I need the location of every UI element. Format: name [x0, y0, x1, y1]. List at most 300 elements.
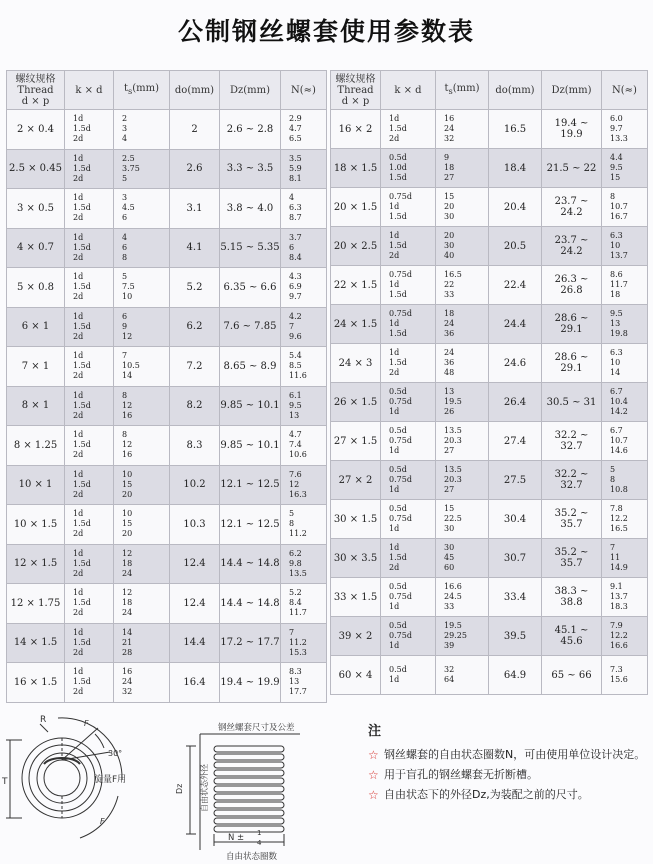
cell-line: 1d	[389, 231, 400, 240]
table-row	[331, 149, 648, 188]
cell-thread: 24 × 1.5	[331, 305, 381, 344]
cell-dz: 38.3 ~ 38.8	[542, 578, 602, 617]
cell-line: 24.5	[444, 592, 462, 601]
cell-n	[281, 307, 327, 347]
cell-kd	[65, 465, 114, 505]
cell-line: 7	[289, 321, 295, 331]
cell-line: 1.5d	[389, 241, 407, 250]
table-row	[7, 584, 327, 624]
cell-thread: 22 × 1.5	[331, 266, 381, 305]
cell-thread: 6 × 1	[7, 307, 65, 347]
cell-n	[602, 383, 648, 422]
cell-line: 3.7	[289, 232, 302, 242]
cell-line: 1.5d	[389, 358, 407, 367]
cell-line: 18	[444, 309, 455, 318]
cell-line: 20.3	[444, 436, 462, 445]
cell-kd	[65, 386, 114, 426]
cell-line: 7	[610, 543, 616, 552]
header-t-symbol: t	[444, 83, 449, 94]
cell-line: 9	[444, 153, 450, 162]
cell-line: 1d	[73, 588, 84, 598]
cell-kd	[65, 347, 114, 387]
cell-do: 33.4	[489, 578, 542, 617]
cell-n	[602, 422, 648, 461]
cell-line: 15.6	[610, 675, 628, 684]
label-f-top: F	[84, 719, 89, 728]
cell-kd	[381, 461, 436, 500]
label-n: N ±	[228, 833, 245, 843]
cell-t	[114, 307, 170, 347]
cell-kd	[65, 228, 114, 268]
label-n-frac-den: 4	[257, 839, 262, 847]
cell-thread: 4 × 0.7	[7, 228, 65, 268]
notes-heading: 注	[368, 724, 382, 739]
cell-line: 19.8	[610, 329, 628, 338]
table-row	[7, 228, 327, 268]
cell-line: 20	[122, 489, 133, 499]
cell-line: 1.5d	[73, 677, 91, 687]
cell-line: 10.8	[610, 485, 628, 494]
cell-line: 4.2	[289, 311, 302, 321]
cell-line: 0.5d	[389, 582, 407, 591]
cell-t	[436, 656, 489, 695]
header-t-unit: (mm)	[132, 83, 160, 94]
label-size-tolerance: 钢丝螺套尺寸及公差	[218, 723, 295, 733]
cell-line: 1d	[73, 272, 84, 282]
cell-n	[281, 149, 327, 189]
header-thread-line: 螺纹规格	[335, 73, 376, 85]
cell-dz: 23.7 ~ 24.2	[542, 227, 602, 266]
cell-line: 9.8	[289, 558, 302, 568]
cell-line: 2d	[73, 252, 84, 262]
header-n: N(≈)	[602, 71, 648, 110]
cell-line: 16	[122, 667, 133, 677]
table-row	[7, 623, 327, 663]
cell-n	[602, 344, 648, 383]
header-thread-line: Thread	[337, 84, 374, 96]
cell-line: 10.4	[610, 397, 628, 406]
cell-line: 8	[122, 252, 128, 262]
cell-line: 16.5	[610, 524, 628, 533]
header-t-unit: (mm)	[452, 83, 480, 94]
cell-n	[602, 188, 648, 227]
cell-do: 8.2	[170, 386, 220, 426]
cell-thread: 12 × 1.5	[7, 544, 65, 584]
cell-t	[114, 386, 170, 426]
header-dz: Dz(mm)	[220, 71, 281, 110]
table-row	[7, 505, 327, 545]
cell-line: 27	[444, 173, 455, 182]
cell-line: 4.7	[289, 430, 302, 440]
cell-line: 1.5d	[73, 124, 91, 134]
cell-do: 24.6	[489, 344, 542, 383]
cell-line: 60	[444, 563, 455, 572]
cell-thread: 33 × 1.5	[331, 578, 381, 617]
cell-kd	[65, 149, 114, 189]
cell-line: 1d	[73, 627, 84, 637]
cell-kd	[65, 584, 114, 624]
cell-line: 11.7	[289, 608, 307, 618]
cell-line: 2d	[73, 134, 84, 144]
cell-line: 1d	[389, 202, 400, 211]
label-n-frac-num: 1	[257, 829, 262, 837]
cell-thread: 39 × 2	[331, 617, 381, 656]
cell-dz: 3.3 ~ 3.5	[220, 149, 281, 189]
cell-line: 9.6	[289, 331, 302, 341]
cell-thread: 8 × 1	[7, 386, 65, 426]
cell-t	[114, 663, 170, 703]
cell-line: 2d	[73, 371, 84, 381]
cell-line: 8.4	[289, 252, 302, 262]
cell-line: 15	[122, 479, 133, 489]
cell-dz: 65 ~ 66	[542, 656, 602, 695]
cell-thread: 24 × 3	[331, 344, 381, 383]
cell-line: 4.4	[610, 153, 623, 162]
header-n: N(≈)	[281, 71, 327, 110]
cell-do: 10.2	[170, 465, 220, 505]
cell-line: 8	[289, 519, 295, 529]
page-title: 公制钢丝螺套使用参数表	[177, 17, 475, 46]
header-t	[114, 71, 170, 110]
cell-line: 1.5d	[73, 203, 91, 213]
cell-line: 24	[122, 568, 133, 578]
cell-dz: 17.2 ~ 17.7	[220, 623, 281, 663]
cell-line: 11	[610, 553, 621, 562]
cell-kd	[381, 149, 436, 188]
cell-line: 0.5d	[389, 665, 407, 674]
cell-dz: 32.2 ~ 32.7	[542, 461, 602, 500]
cell-kd	[381, 383, 436, 422]
cell-line: 22	[444, 280, 455, 289]
star-icon: ☆	[368, 748, 379, 762]
cell-line: 1.5d	[389, 124, 407, 133]
cell-do: 18.4	[489, 149, 542, 188]
cell-n	[281, 544, 327, 584]
cell-t	[436, 539, 489, 578]
cell-line: 8	[610, 475, 616, 484]
cell-line: 3.5	[289, 153, 302, 163]
cell-line: 13.5	[444, 465, 462, 474]
cell-line: 0.75d	[389, 514, 412, 523]
cell-line: 1d	[389, 485, 400, 494]
cell-line: 21	[122, 637, 133, 647]
cell-line: 8	[122, 390, 128, 400]
cell-line: 20	[122, 529, 133, 539]
cell-line: 16.3	[289, 489, 307, 499]
header-thread-line: d × p	[21, 95, 50, 107]
cell-dz: 35.2 ~ 35.7	[542, 539, 602, 578]
cell-line: 13.3	[610, 134, 628, 143]
cell-do: 26.4	[489, 383, 542, 422]
table-row	[331, 110, 648, 149]
cell-line: 1d	[389, 407, 400, 416]
cell-line: 1.5d	[73, 242, 91, 252]
cell-line: 33	[444, 602, 455, 611]
cell-dz: 19.4 ~ 19.9	[542, 110, 602, 149]
cell-line: 7.8	[610, 504, 623, 513]
table-header-row	[7, 71, 327, 110]
cell-line: 2d	[389, 368, 400, 377]
cell-thread: 16 × 2	[331, 110, 381, 149]
star-icon: ☆	[368, 788, 379, 802]
header-thread	[7, 71, 65, 110]
table-row	[7, 544, 327, 584]
cell-line: 1.5d	[73, 163, 91, 173]
cell-t	[436, 110, 489, 149]
label-t: T	[2, 777, 8, 787]
cell-line: 15.3	[289, 647, 307, 657]
cell-line: 2d	[73, 292, 84, 302]
cell-dz: 9.85 ~ 10.1	[220, 386, 281, 426]
cell-line: 20	[444, 202, 455, 211]
table-row	[7, 347, 327, 387]
cell-line: 1d	[389, 280, 400, 289]
cell-n	[281, 426, 327, 466]
label-free-turns: 自由状态圈数	[226, 852, 278, 862]
cell-do: 16.4	[170, 663, 220, 703]
cell-kd	[65, 307, 114, 347]
cell-line: 18	[122, 558, 133, 568]
cell-line: 0.5d	[389, 426, 407, 435]
cell-do: 5.2	[170, 268, 220, 308]
cell-line: 16.6	[444, 582, 462, 591]
cell-kd	[381, 344, 436, 383]
cell-thread: 3 × 0.5	[7, 189, 65, 229]
cell-line: 1.5d	[73, 321, 91, 331]
table-row	[331, 266, 648, 305]
cell-line: 5	[610, 465, 616, 474]
cell-line: 1d	[73, 153, 84, 163]
cell-line: 2d	[73, 489, 84, 499]
cell-line: 14.2	[610, 407, 628, 416]
wire-insert-diagram	[0, 700, 355, 864]
cell-do: 3.1	[170, 189, 220, 229]
cell-kd	[381, 110, 436, 149]
cell-line: 1d	[389, 348, 400, 357]
cell-line: 10.5	[122, 361, 140, 371]
cell-dz: 26.3 ~ 26.8	[542, 266, 602, 305]
cell-line: 6.3	[610, 231, 623, 240]
cell-dz: 35.2 ~ 35.7	[542, 500, 602, 539]
cell-line: 0.75d	[389, 192, 412, 201]
cell-line: 32	[122, 687, 133, 697]
cell-n	[281, 110, 327, 150]
cell-t	[436, 383, 489, 422]
cell-dz: 3.8 ~ 4.0	[220, 189, 281, 229]
cell-line: 30	[444, 241, 455, 250]
cell-line: 12.2	[610, 514, 628, 523]
header-t-symbol: t	[123, 83, 128, 94]
cell-dz: 14.4 ~ 14.8	[220, 544, 281, 584]
cell-line: 2d	[73, 608, 84, 618]
cell-kd	[381, 500, 436, 539]
cell-n	[281, 465, 327, 505]
cell-line: 8.6	[610, 270, 623, 279]
header-thread-line: d × p	[341, 95, 370, 107]
cell-do: 4.1	[170, 228, 220, 268]
cell-line: 4	[289, 193, 295, 203]
cell-n	[281, 386, 327, 426]
label-dz: Dz	[175, 783, 184, 794]
cell-line: 1.5d	[389, 290, 407, 299]
cell-line: 10.6	[289, 450, 307, 460]
cell-dz: 19.4 ~ 19.9	[220, 663, 281, 703]
cell-thread: 27 × 1.5	[331, 422, 381, 461]
cell-n	[281, 228, 327, 268]
cell-line: 12	[122, 400, 133, 410]
table-row	[7, 465, 327, 505]
cell-line: 26	[444, 407, 455, 416]
cell-t	[436, 149, 489, 188]
cell-kd	[381, 578, 436, 617]
cell-n	[602, 461, 648, 500]
cell-line: 11.6	[289, 371, 307, 381]
cell-kd	[381, 617, 436, 656]
cell-do: 2	[170, 110, 220, 150]
cell-t	[114, 189, 170, 229]
cell-line: 24	[444, 348, 455, 357]
table-row	[7, 189, 327, 229]
cell-line: 22.5	[444, 514, 462, 523]
cell-line: 11.2	[289, 529, 307, 539]
cell-kd	[65, 426, 114, 466]
header-thread-line: 螺纹规格	[15, 73, 56, 85]
header-do: do(mm)	[170, 71, 220, 110]
cell-line: 24	[444, 319, 455, 328]
cell-n	[281, 663, 327, 703]
cell-line: 1d	[73, 390, 84, 400]
cell-do: 10.3	[170, 505, 220, 545]
cell-kd	[381, 656, 436, 695]
cell-thread: 2 × 0.4	[7, 110, 65, 150]
table-row	[7, 426, 327, 466]
cell-n	[602, 500, 648, 539]
cell-line: 13	[289, 677, 300, 687]
cell-line: 5.4	[289, 351, 302, 361]
cell-line: 13	[610, 319, 621, 328]
cell-line: 2.9	[289, 114, 302, 124]
cell-line: 1d	[73, 193, 84, 203]
table-row	[331, 539, 648, 578]
cell-t	[114, 110, 170, 150]
cell-dz: 28.6 ~ 29.1	[542, 305, 602, 344]
cell-line: 1.5d	[73, 519, 91, 529]
cell-thread: 18 × 1.5	[331, 149, 381, 188]
cell-line: 30	[444, 543, 455, 552]
cell-line: 12	[122, 548, 133, 558]
cell-do: 20.4	[489, 188, 542, 227]
cell-t	[436, 578, 489, 617]
cell-line: 0.5d	[389, 504, 407, 513]
cell-line: 7	[289, 627, 295, 637]
cell-line: 7.6	[289, 469, 302, 479]
cell-line: 9.5	[289, 400, 302, 410]
table-row	[7, 149, 327, 189]
cell-do: 27.4	[489, 422, 542, 461]
cell-line: 6.3	[610, 348, 623, 357]
cell-line: 0.75d	[389, 592, 412, 601]
cell-thread: 30 × 1.5	[331, 500, 381, 539]
cell-do: 30.7	[489, 539, 542, 578]
cell-line: 6	[122, 213, 128, 223]
cell-line: 0.75d	[389, 436, 412, 445]
cell-n	[602, 617, 648, 656]
note-text: 钢丝螺套的自由状态圈数N，可由使用单位设计决定。	[384, 748, 646, 761]
cell-line: 1d	[73, 311, 84, 321]
cell-line: 1.5d	[73, 479, 91, 489]
cell-do: 8.3	[170, 426, 220, 466]
cell-line: 2	[122, 114, 128, 124]
table-row	[7, 307, 327, 347]
cell-line: 29.25	[444, 631, 467, 640]
table-row	[331, 500, 648, 539]
cell-kd	[65, 505, 114, 545]
cell-line: 16	[122, 450, 133, 460]
star-icon: ☆	[368, 768, 379, 782]
cell-n	[602, 227, 648, 266]
cell-thread: 7 × 1	[7, 347, 65, 387]
cell-line: 1.5d	[389, 212, 407, 221]
cell-line: 13.7	[610, 592, 628, 601]
header-thread-line: Thread	[17, 84, 54, 96]
cell-kd	[65, 623, 114, 663]
cell-line: 19.5	[444, 397, 462, 406]
cell-line: 10.7	[610, 436, 628, 445]
cell-line: 2d	[73, 450, 84, 460]
cell-do: 14.4	[170, 623, 220, 663]
cell-kd	[65, 268, 114, 308]
cell-line: 32	[444, 665, 455, 674]
cell-line: 16.5	[444, 270, 462, 279]
cell-line: 1d	[389, 602, 400, 611]
cell-thread: 10 × 1.5	[7, 505, 65, 545]
cell-line: 9.7	[289, 292, 302, 302]
cell-line: 45	[444, 553, 455, 562]
cell-thread: 20 × 2.5	[331, 227, 381, 266]
cell-line: 9.1	[610, 582, 623, 591]
cell-line: 20.3	[444, 475, 462, 484]
cell-do: 64.9	[489, 656, 542, 695]
header-thread	[331, 71, 381, 110]
cell-line: 1.5d	[73, 361, 91, 371]
cell-line: 2d	[389, 563, 400, 572]
cell-thread: 20 × 1.5	[331, 188, 381, 227]
cell-t	[114, 584, 170, 624]
cell-line: 6	[289, 242, 295, 252]
cell-line: 1d	[389, 319, 400, 328]
cell-line: 8	[610, 192, 616, 201]
cell-line: 15	[610, 173, 621, 182]
cell-line: 28	[122, 647, 133, 657]
cell-line: 5	[289, 509, 295, 519]
cell-line: 8.5	[289, 361, 302, 371]
cell-thread: 16 × 1.5	[7, 663, 65, 703]
cell-thread: 12 × 1.75	[7, 584, 65, 624]
cell-line: 4.7	[289, 124, 302, 134]
cell-kd	[381, 227, 436, 266]
cell-t	[436, 461, 489, 500]
cell-line: 2d	[389, 251, 400, 260]
cell-line: 10	[122, 509, 133, 519]
cell-line: 9	[122, 321, 128, 331]
cell-line: 8.7	[289, 213, 302, 223]
cell-line: 1d	[73, 667, 84, 677]
cell-line: 17.7	[289, 687, 307, 697]
table-row	[331, 383, 648, 422]
cell-line: 1.0d	[389, 163, 407, 172]
cell-line: 12	[122, 331, 133, 341]
cell-thread: 5 × 0.8	[7, 268, 65, 308]
